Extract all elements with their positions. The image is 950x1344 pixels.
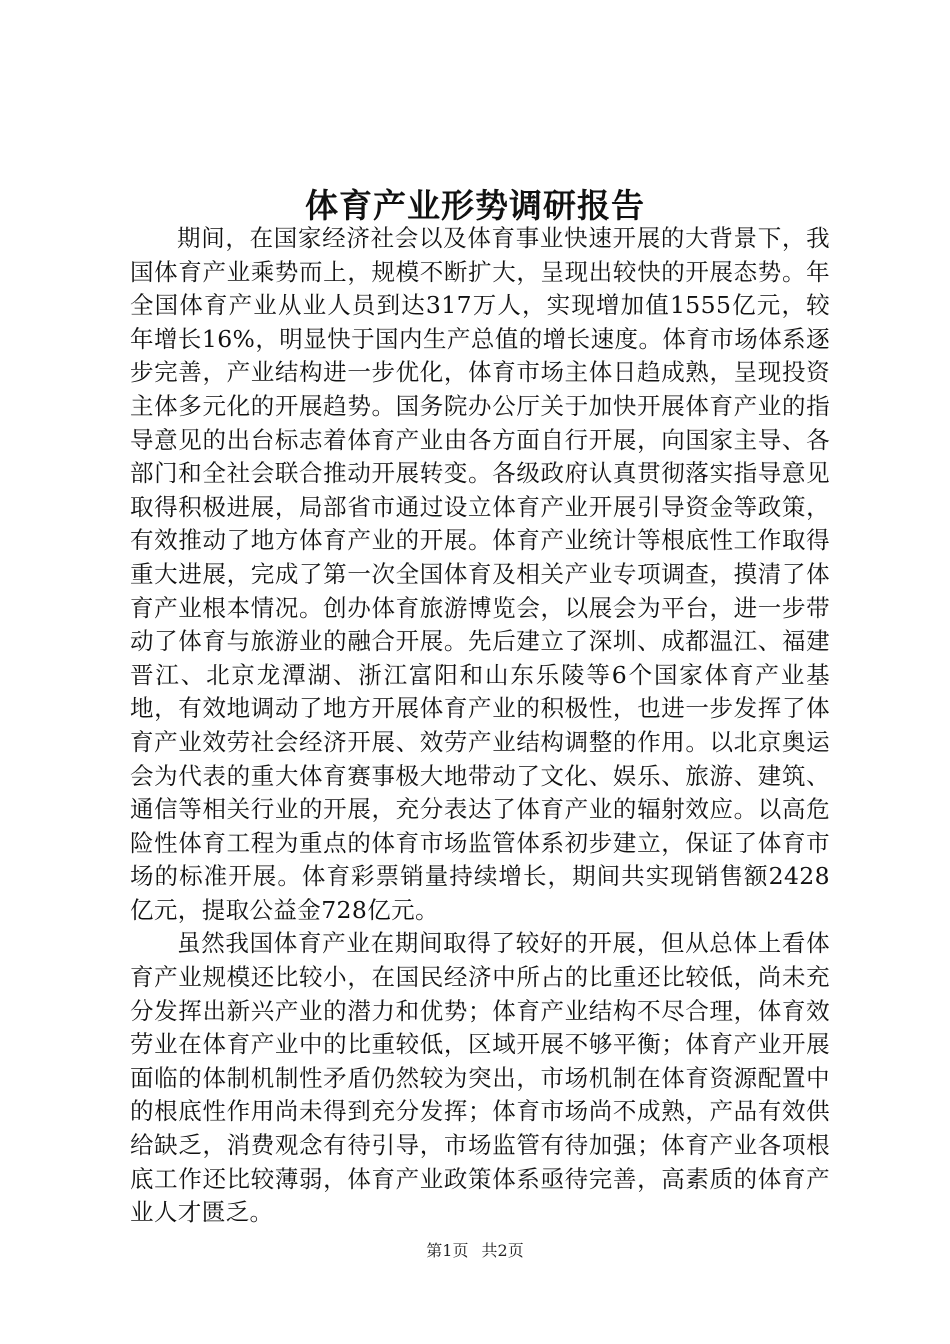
page-number: 第1页 — [426, 1241, 469, 1260]
paragraph: 虽然我国体育产业在期间取得了较好的开展，但从总体上看体育产业规模还比较小，在国民经济中所占的比重还比较低，尚未充分发挥出新兴产业的潜力和优势；体育产业结构不尽合理，体育效劳业在体育产业中的比重较低，区域开展不够平衡；体育产业开展面临的体制机制性矛盾仍然较为突出，市场机制在体育资源配置中的根底性作用尚未得到充分发挥；体育市场尚不成熟，产品有效供给缺乏，消费观念有待引导，市场监管有待加强；体育产业各项根底工作还比较薄弱，体育产业政策体系亟待完善，高素质的体育产业人才匮乏。 — [130, 929, 830, 1227]
paragraph: 期间，在国家经济社会以及体育事业快速开展的大背景下，我国体育产业乘势而上，规模不断扩大，呈现出较快的开展态势。年全国体育产业从业人员到达317万人，实现增加值1555亿元，较年增长16%，明显快于国内生产总值的增长速度。体育市场体系逐步完善，产业结构进一步优化，体育市场主体日趋成熟，呈现投资主体多元化的开展趋势。国务院办公厅关于加快开展体育产业的指导意见的出台标志着体育产业由各方面自行开展，向国家主导、各部门和全社会联合推动开展转变。各级政府认真贯彻落实指导意见取得积极进展，局部省市通过设立体育产业开展引导资金等政策，有效推动了地方体育产业的开展。体育产业统计等根底性工作取得重大进展，完成了第一次全国体育及相关产业专项调查，摸清了体育产业根本情况。创办体育旅游博览会，以展会为平台，进一步带动了体育与旅游业的融合开展。先后建立了深圳、成都温江、福建晋江、北京龙潭湖、浙江富阳和山东乐陵等6个国家体育产业基地，有效地调动了地方开展体育产业的积极性，也进一步发挥了体育产业效劳社会经济开展、效劳产业结构调整的作用。以北京奥运会为代表的重大体育赛事极大地带动了文化、娱乐、旅游、建筑、通信等相关行业的开展，充分表达了体育产业的辐射效应。以高危险性体育工程为重点的体育市场监管体系初步建立，保证了体育市场的标准开展。体育彩票销量持续增长，期间共实现销售额2428亿元，提取公益金728亿元。 — [130, 224, 830, 924]
page-total: 共2页 — [481, 1241, 524, 1260]
page-footer — [0, 1240, 950, 1262]
document-title: 体育产业形势调研报告 — [305, 186, 645, 225]
document-body — [130, 222, 830, 1230]
